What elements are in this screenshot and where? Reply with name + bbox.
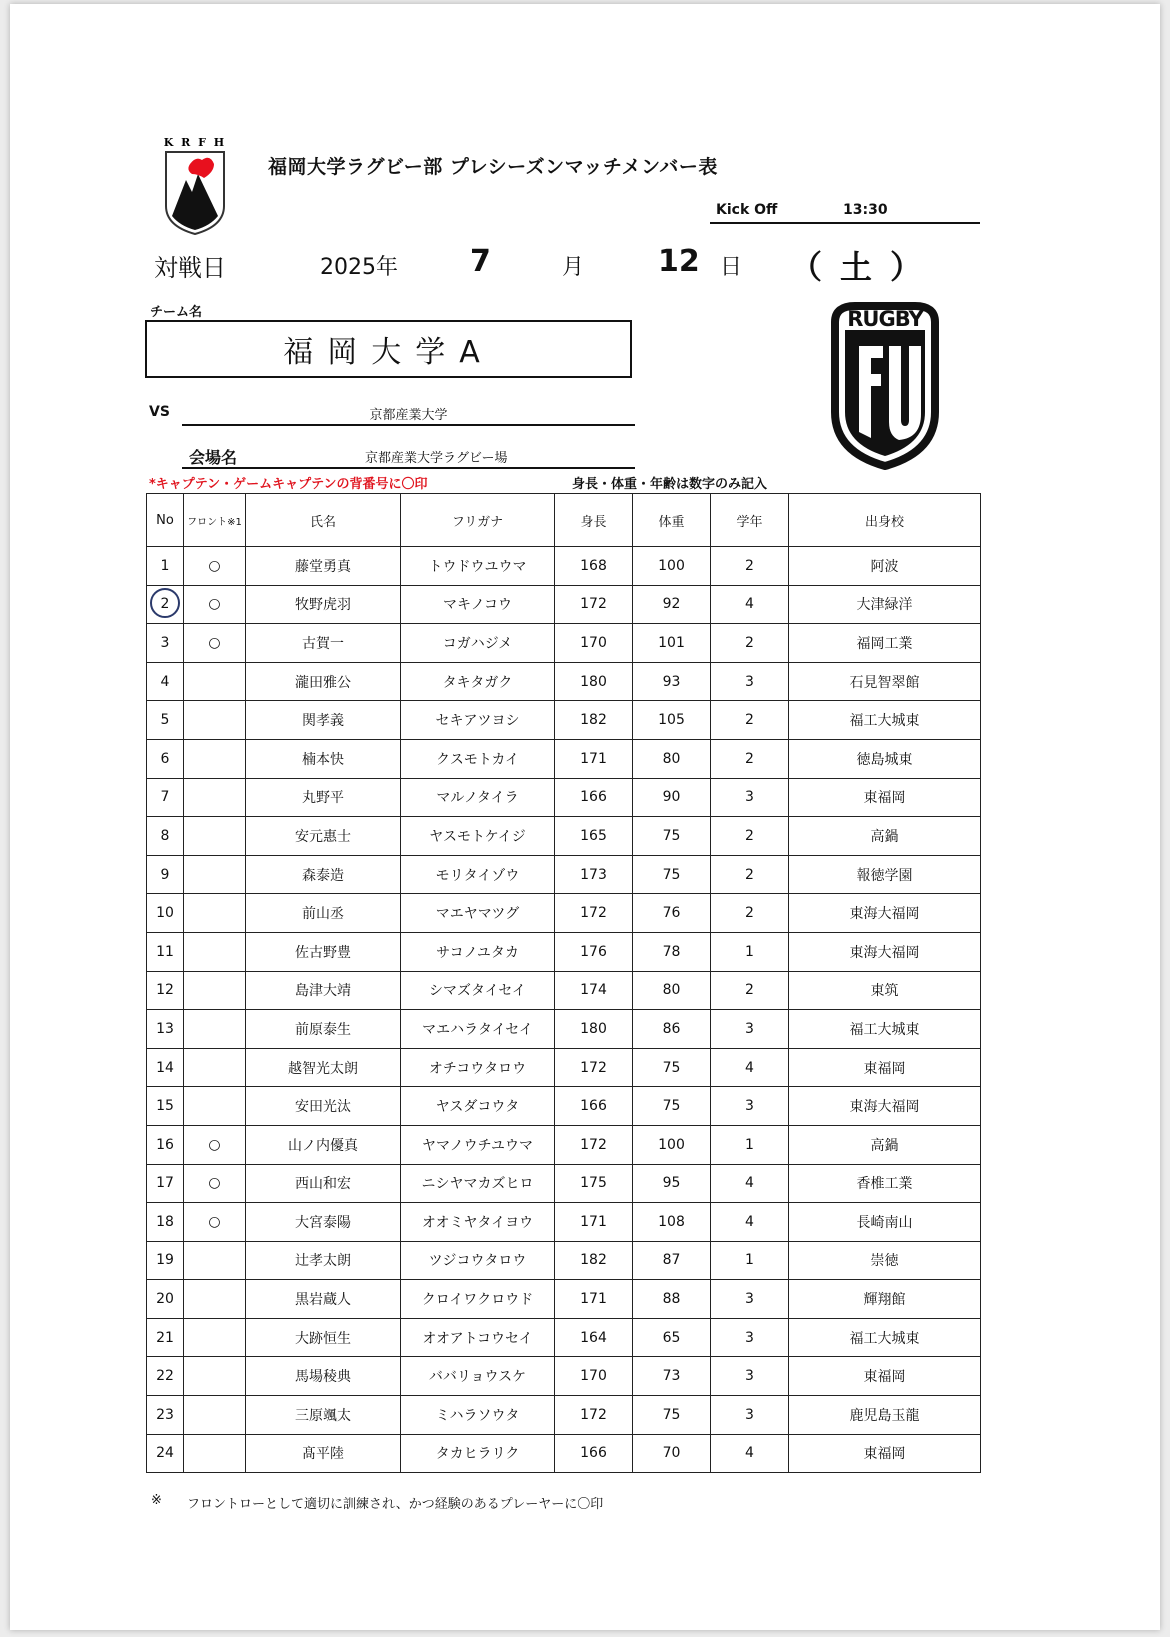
cell-height: 174 <box>555 971 633 1010</box>
cell-year: 4 <box>711 1203 789 1242</box>
cell-no: 1 <box>147 547 184 586</box>
cell-name: 馬場稜典 <box>246 1357 401 1396</box>
cell-name: 藤堂勇真 <box>246 547 401 586</box>
cell-name: 大宮泰陽 <box>246 1203 401 1242</box>
cell-kana: マキノコウ <box>401 585 555 624</box>
cell-year: 2 <box>711 855 789 894</box>
cell-front: ○ <box>184 547 246 586</box>
cell-no: 15 <box>147 1087 184 1126</box>
cell-year: 3 <box>711 778 789 817</box>
cell-no: 13 <box>147 1010 184 1049</box>
cell-kana: トウドウユウマ <box>401 547 555 586</box>
numeric-note: 身長・体重・年齢は数字のみ記入 <box>572 477 768 492</box>
cell-name: 島津大靖 <box>246 971 401 1010</box>
club-crest-logo <box>160 134 230 238</box>
cell-name: 佐古野豊 <box>246 932 401 971</box>
table-row <box>147 971 981 1010</box>
opponent-name: 京都産業大学 <box>369 408 448 423</box>
match-day: 12 <box>658 244 700 279</box>
cell-weight: 80 <box>633 739 711 778</box>
cell-front <box>184 1010 246 1049</box>
cell-no: 22 <box>147 1357 184 1396</box>
member-table-body <box>147 547 981 1473</box>
cell-name: 前山丞 <box>246 894 401 933</box>
day-unit: 日 <box>720 255 743 280</box>
document-page <box>10 4 1160 1630</box>
table-row <box>147 932 981 971</box>
cell-height: 170 <box>555 624 633 663</box>
header-year: 学年 <box>711 494 789 547</box>
cell-no: 3 <box>147 624 184 663</box>
table-row <box>147 1125 981 1164</box>
cell-kana: ヤマノウチユウマ <box>401 1125 555 1164</box>
cell-school: 香椎工業 <box>789 1164 981 1203</box>
cell-weight: 75 <box>633 1087 711 1126</box>
cell-year: 1 <box>711 932 789 971</box>
venue-underline <box>182 467 635 469</box>
cell-year: 3 <box>711 1010 789 1049</box>
cell-no: 12 <box>147 971 184 1010</box>
cell-weight: 93 <box>633 662 711 701</box>
opponent-underline <box>182 424 635 426</box>
crest-letters: K R F H <box>163 136 227 149</box>
cell-school: 東海大福岡 <box>789 894 981 933</box>
cell-no: 11 <box>147 932 184 971</box>
cell-year: 3 <box>711 1087 789 1126</box>
cell-no: 14 <box>147 1048 184 1087</box>
cell-kana: クスモトカイ <box>401 739 555 778</box>
cell-kana: マエハラタイセイ <box>401 1010 555 1049</box>
cell-weight: 80 <box>633 971 711 1010</box>
cell-no: 5 <box>147 701 184 740</box>
cell-front <box>184 855 246 894</box>
cell-year: 1 <box>711 1125 789 1164</box>
table-row <box>147 1280 981 1319</box>
cell-weight: 101 <box>633 624 711 663</box>
table-row <box>147 1396 981 1435</box>
header-front: フロント※1 <box>184 494 246 547</box>
cell-front <box>184 1048 246 1087</box>
cell-front: ○ <box>184 585 246 624</box>
cell-height: 170 <box>555 1357 633 1396</box>
cell-school: 鹿児島玉龍 <box>789 1396 981 1435</box>
cell-year: 4 <box>711 585 789 624</box>
cell-name: 越智光太朗 <box>246 1048 401 1087</box>
cell-school: 崇徳 <box>789 1241 981 1280</box>
table-row <box>147 778 981 817</box>
cell-weight: 90 <box>633 778 711 817</box>
member-table <box>146 493 981 1473</box>
match-weekday: （土） <box>790 248 941 286</box>
cell-kana: クロイワクロウド <box>401 1280 555 1319</box>
cell-school: 高鍋 <box>789 1125 981 1164</box>
cell-year: 1 <box>711 1241 789 1280</box>
cell-no: 24 <box>147 1434 184 1473</box>
cell-height: 180 <box>555 1010 633 1049</box>
cell-year: 4 <box>711 1434 789 1473</box>
header-no: No <box>147 494 184 547</box>
cell-school: 東福岡 <box>789 1048 981 1087</box>
cell-front <box>184 1396 246 1435</box>
cell-no: 20 <box>147 1280 184 1319</box>
cell-height: 176 <box>555 932 633 971</box>
cell-front <box>184 971 246 1010</box>
cell-weight: 95 <box>633 1164 711 1203</box>
cell-height: 165 <box>555 817 633 856</box>
cell-height: 166 <box>555 1087 633 1126</box>
cell-kana: ヤスモトケイジ <box>401 817 555 856</box>
header-height: 身長 <box>555 494 633 547</box>
cell-height: 172 <box>555 585 633 624</box>
cell-school: 報徳学園 <box>789 855 981 894</box>
cell-no: 6 <box>147 739 184 778</box>
cell-name: 辻孝太朗 <box>246 1241 401 1280</box>
captain-number <box>161 596 170 612</box>
cell-weight: 76 <box>633 894 711 933</box>
cell-height: 164 <box>555 1318 633 1357</box>
team-label: チーム名 <box>150 305 203 320</box>
match-date-label: 対戦日 <box>154 254 226 282</box>
cell-height: 171 <box>555 1280 633 1319</box>
table-row <box>147 1434 981 1473</box>
cell-no: 18 <box>147 1203 184 1242</box>
cell-year: 3 <box>711 662 789 701</box>
cell-school: 長崎南山 <box>789 1203 981 1242</box>
cell-year: 2 <box>711 971 789 1010</box>
cell-front <box>184 1280 246 1319</box>
cell-school: 福工大城東 <box>789 1318 981 1357</box>
cell-kana: オオアトコウセイ <box>401 1318 555 1357</box>
cell-name: 西山和宏 <box>246 1164 401 1203</box>
table-row <box>147 1241 981 1280</box>
cell-weight: 100 <box>633 1125 711 1164</box>
cell-year: 2 <box>711 894 789 933</box>
cell-name: 牧野虎羽 <box>246 585 401 624</box>
cell-weight: 92 <box>633 585 711 624</box>
cell-year: 2 <box>711 739 789 778</box>
cell-no: 16 <box>147 1125 184 1164</box>
cell-front <box>184 778 246 817</box>
cell-kana: ツジコウタロウ <box>401 1241 555 1280</box>
table-row <box>147 1048 981 1087</box>
cell-front: ○ <box>184 1164 246 1203</box>
cell-height: 172 <box>555 1125 633 1164</box>
table-row <box>147 585 981 624</box>
cell-no: 8 <box>147 817 184 856</box>
venue-label: 会場名 <box>189 448 238 467</box>
cell-kana: シマズタイセイ <box>401 971 555 1010</box>
cell-kana: ミハラソウタ <box>401 1396 555 1435</box>
cell-front <box>184 894 246 933</box>
cell-no: 7 <box>147 778 184 817</box>
table-row <box>147 1164 981 1203</box>
kickoff-underline <box>710 222 980 224</box>
cell-year: 3 <box>711 1280 789 1319</box>
cell-no: 21 <box>147 1318 184 1357</box>
cell-no: 4 <box>147 662 184 701</box>
cell-kana: サコノユタカ <box>401 932 555 971</box>
cell-name: 森泰造 <box>246 855 401 894</box>
cell-height: 182 <box>555 1241 633 1280</box>
cell-school: 高鍋 <box>789 817 981 856</box>
cell-no: 10 <box>147 894 184 933</box>
match-year: 2025年 <box>320 255 398 280</box>
cell-school: 徳島城東 <box>789 739 981 778</box>
cell-height: 168 <box>555 547 633 586</box>
cell-front: ○ <box>184 1125 246 1164</box>
cell-school: 東海大福岡 <box>789 932 981 971</box>
cell-year: 2 <box>711 817 789 856</box>
cell-no-text: 2 <box>160 596 170 613</box>
kickoff-time: 13:30 <box>843 202 888 218</box>
header-school: 出身校 <box>789 494 981 547</box>
cell-front <box>184 1087 246 1126</box>
table-row <box>147 662 981 701</box>
cell-year: 2 <box>711 547 789 586</box>
cell-name: 安田光汰 <box>246 1087 401 1126</box>
cell-weight: 86 <box>633 1010 711 1049</box>
cell-height: 171 <box>555 1203 633 1242</box>
cell-weight: 75 <box>633 1396 711 1435</box>
fu-logo-text: RUGBY <box>847 307 923 331</box>
cell-name: 丸野平 <box>246 778 401 817</box>
cell-height: 166 <box>555 1434 633 1473</box>
month-unit: 月 <box>562 255 585 280</box>
cell-name: 楠本快 <box>246 739 401 778</box>
cell-year: 3 <box>711 1357 789 1396</box>
table-row <box>147 701 981 740</box>
cell-kana: タカヒラリク <box>401 1434 555 1473</box>
cell-height: 172 <box>555 894 633 933</box>
cell-no <box>147 585 184 624</box>
footnote-mark: ※ <box>151 1493 162 1508</box>
table-row <box>147 894 981 933</box>
cell-kana: モリタイゾウ <box>401 855 555 894</box>
cell-kana: ヤスダコウタ <box>401 1087 555 1126</box>
captain-circle-mark <box>150 588 180 618</box>
cell-front <box>184 739 246 778</box>
cell-school: 東福岡 <box>789 1434 981 1473</box>
table-row <box>147 624 981 663</box>
cell-weight: 70 <box>633 1434 711 1473</box>
cell-weight: 100 <box>633 547 711 586</box>
cell-front: ○ <box>184 624 246 663</box>
cell-kana: ニシヤマカズヒロ <box>401 1164 555 1203</box>
cell-name: 前原泰生 <box>246 1010 401 1049</box>
table-row <box>147 547 981 586</box>
cell-year: 2 <box>711 701 789 740</box>
cell-height: 173 <box>555 855 633 894</box>
cell-no: 17 <box>147 1164 184 1203</box>
cell-front <box>184 1434 246 1473</box>
vs-label: VS <box>149 404 170 420</box>
cell-weight: 75 <box>633 817 711 856</box>
table-row <box>147 1087 981 1126</box>
cell-year: 2 <box>711 624 789 663</box>
cell-no: 23 <box>147 1396 184 1435</box>
cell-school: 輝翔館 <box>789 1280 981 1319</box>
cell-year: 3 <box>711 1318 789 1357</box>
cell-school: 東福岡 <box>789 778 981 817</box>
cell-kana: ババリョウスケ <box>401 1357 555 1396</box>
document-title: 福岡大学ラグビー部 プレシーズンマッチメンバー表 <box>268 156 718 178</box>
cell-school: 東福岡 <box>789 1357 981 1396</box>
cell-height: 172 <box>555 1048 633 1087</box>
cell-weight: 87 <box>633 1241 711 1280</box>
cell-school: 大津緑洋 <box>789 585 981 624</box>
cell-no: 9 <box>147 855 184 894</box>
cell-name: 髙平陸 <box>246 1434 401 1473</box>
cell-name: 関孝義 <box>246 701 401 740</box>
cell-kana: セキアツヨシ <box>401 701 555 740</box>
cell-height: 171 <box>555 739 633 778</box>
header-kana: フリガナ <box>401 494 555 547</box>
cell-weight: 65 <box>633 1318 711 1357</box>
cell-name: 瀧田雅公 <box>246 662 401 701</box>
team-name-box <box>145 320 632 378</box>
cell-height: 180 <box>555 662 633 701</box>
cell-height: 172 <box>555 1396 633 1435</box>
cell-name: 三原颯太 <box>246 1396 401 1435</box>
table-row <box>147 739 981 778</box>
cell-front <box>184 1357 246 1396</box>
cell-front: ○ <box>184 1203 246 1242</box>
fu-rugby-logo <box>825 302 945 470</box>
cell-weight: 75 <box>633 1048 711 1087</box>
cell-year: 3 <box>711 1396 789 1435</box>
cell-height: 182 <box>555 701 633 740</box>
cell-name: 山ノ内優真 <box>246 1125 401 1164</box>
cell-weight: 105 <box>633 701 711 740</box>
table-row <box>147 1010 981 1049</box>
venue-name: 京都産業大学ラグビー場 <box>365 451 508 466</box>
cell-school: 福工大城東 <box>789 701 981 740</box>
cell-name: 古賀一 <box>246 624 401 663</box>
cell-school: 東海大福岡 <box>789 1087 981 1126</box>
cell-kana: オオミヤタイヨウ <box>401 1203 555 1242</box>
cell-front <box>184 701 246 740</box>
cell-name: 黒岩蔵人 <box>246 1280 401 1319</box>
cell-school: 福工大城東 <box>789 1010 981 1049</box>
cell-front <box>184 662 246 701</box>
cell-front <box>184 1318 246 1357</box>
cell-weight: 78 <box>633 932 711 971</box>
cell-year: 4 <box>711 1164 789 1203</box>
cell-front <box>184 932 246 971</box>
cell-front <box>184 817 246 856</box>
cell-no: 19 <box>147 1241 184 1280</box>
cell-name: 安元惠士 <box>246 817 401 856</box>
table-header-row <box>147 494 981 547</box>
cell-weight: 108 <box>633 1203 711 1242</box>
cell-weight: 75 <box>633 855 711 894</box>
kickoff-label: Kick Off <box>716 202 778 218</box>
cell-name: 大跡恒生 <box>246 1318 401 1357</box>
cell-school: 福岡工業 <box>789 624 981 663</box>
cell-school: 東筑 <box>789 971 981 1010</box>
table-row <box>147 855 981 894</box>
captain-note: *キャプテン・ゲームキャプテンの背番号に〇印 <box>149 477 428 492</box>
table-row <box>147 817 981 856</box>
cell-kana: マルノタイラ <box>401 778 555 817</box>
cell-kana: タキタガク <box>401 662 555 701</box>
cell-school: 阿波 <box>789 547 981 586</box>
team-name: 福岡大学A <box>283 335 494 370</box>
header-weight: 体重 <box>633 494 711 547</box>
table-row <box>147 1357 981 1396</box>
cell-height: 175 <box>555 1164 633 1203</box>
cell-year: 4 <box>711 1048 789 1087</box>
match-month: 7 <box>470 244 491 279</box>
cell-height: 166 <box>555 778 633 817</box>
cell-kana: マエヤマツグ <box>401 894 555 933</box>
table-row <box>147 1203 981 1242</box>
cell-weight: 73 <box>633 1357 711 1396</box>
header-name: 氏名 <box>246 494 401 547</box>
cell-school: 石見智翠館 <box>789 662 981 701</box>
table-row <box>147 1318 981 1357</box>
cell-weight: 88 <box>633 1280 711 1319</box>
cell-front <box>184 1241 246 1280</box>
footnote-text: フロントローとして適切に訓練され、かつ経験のあるプレーヤーに〇印 <box>187 1497 604 1512</box>
cell-kana: コガハジメ <box>401 624 555 663</box>
cell-kana: オチコウタロウ <box>401 1048 555 1087</box>
